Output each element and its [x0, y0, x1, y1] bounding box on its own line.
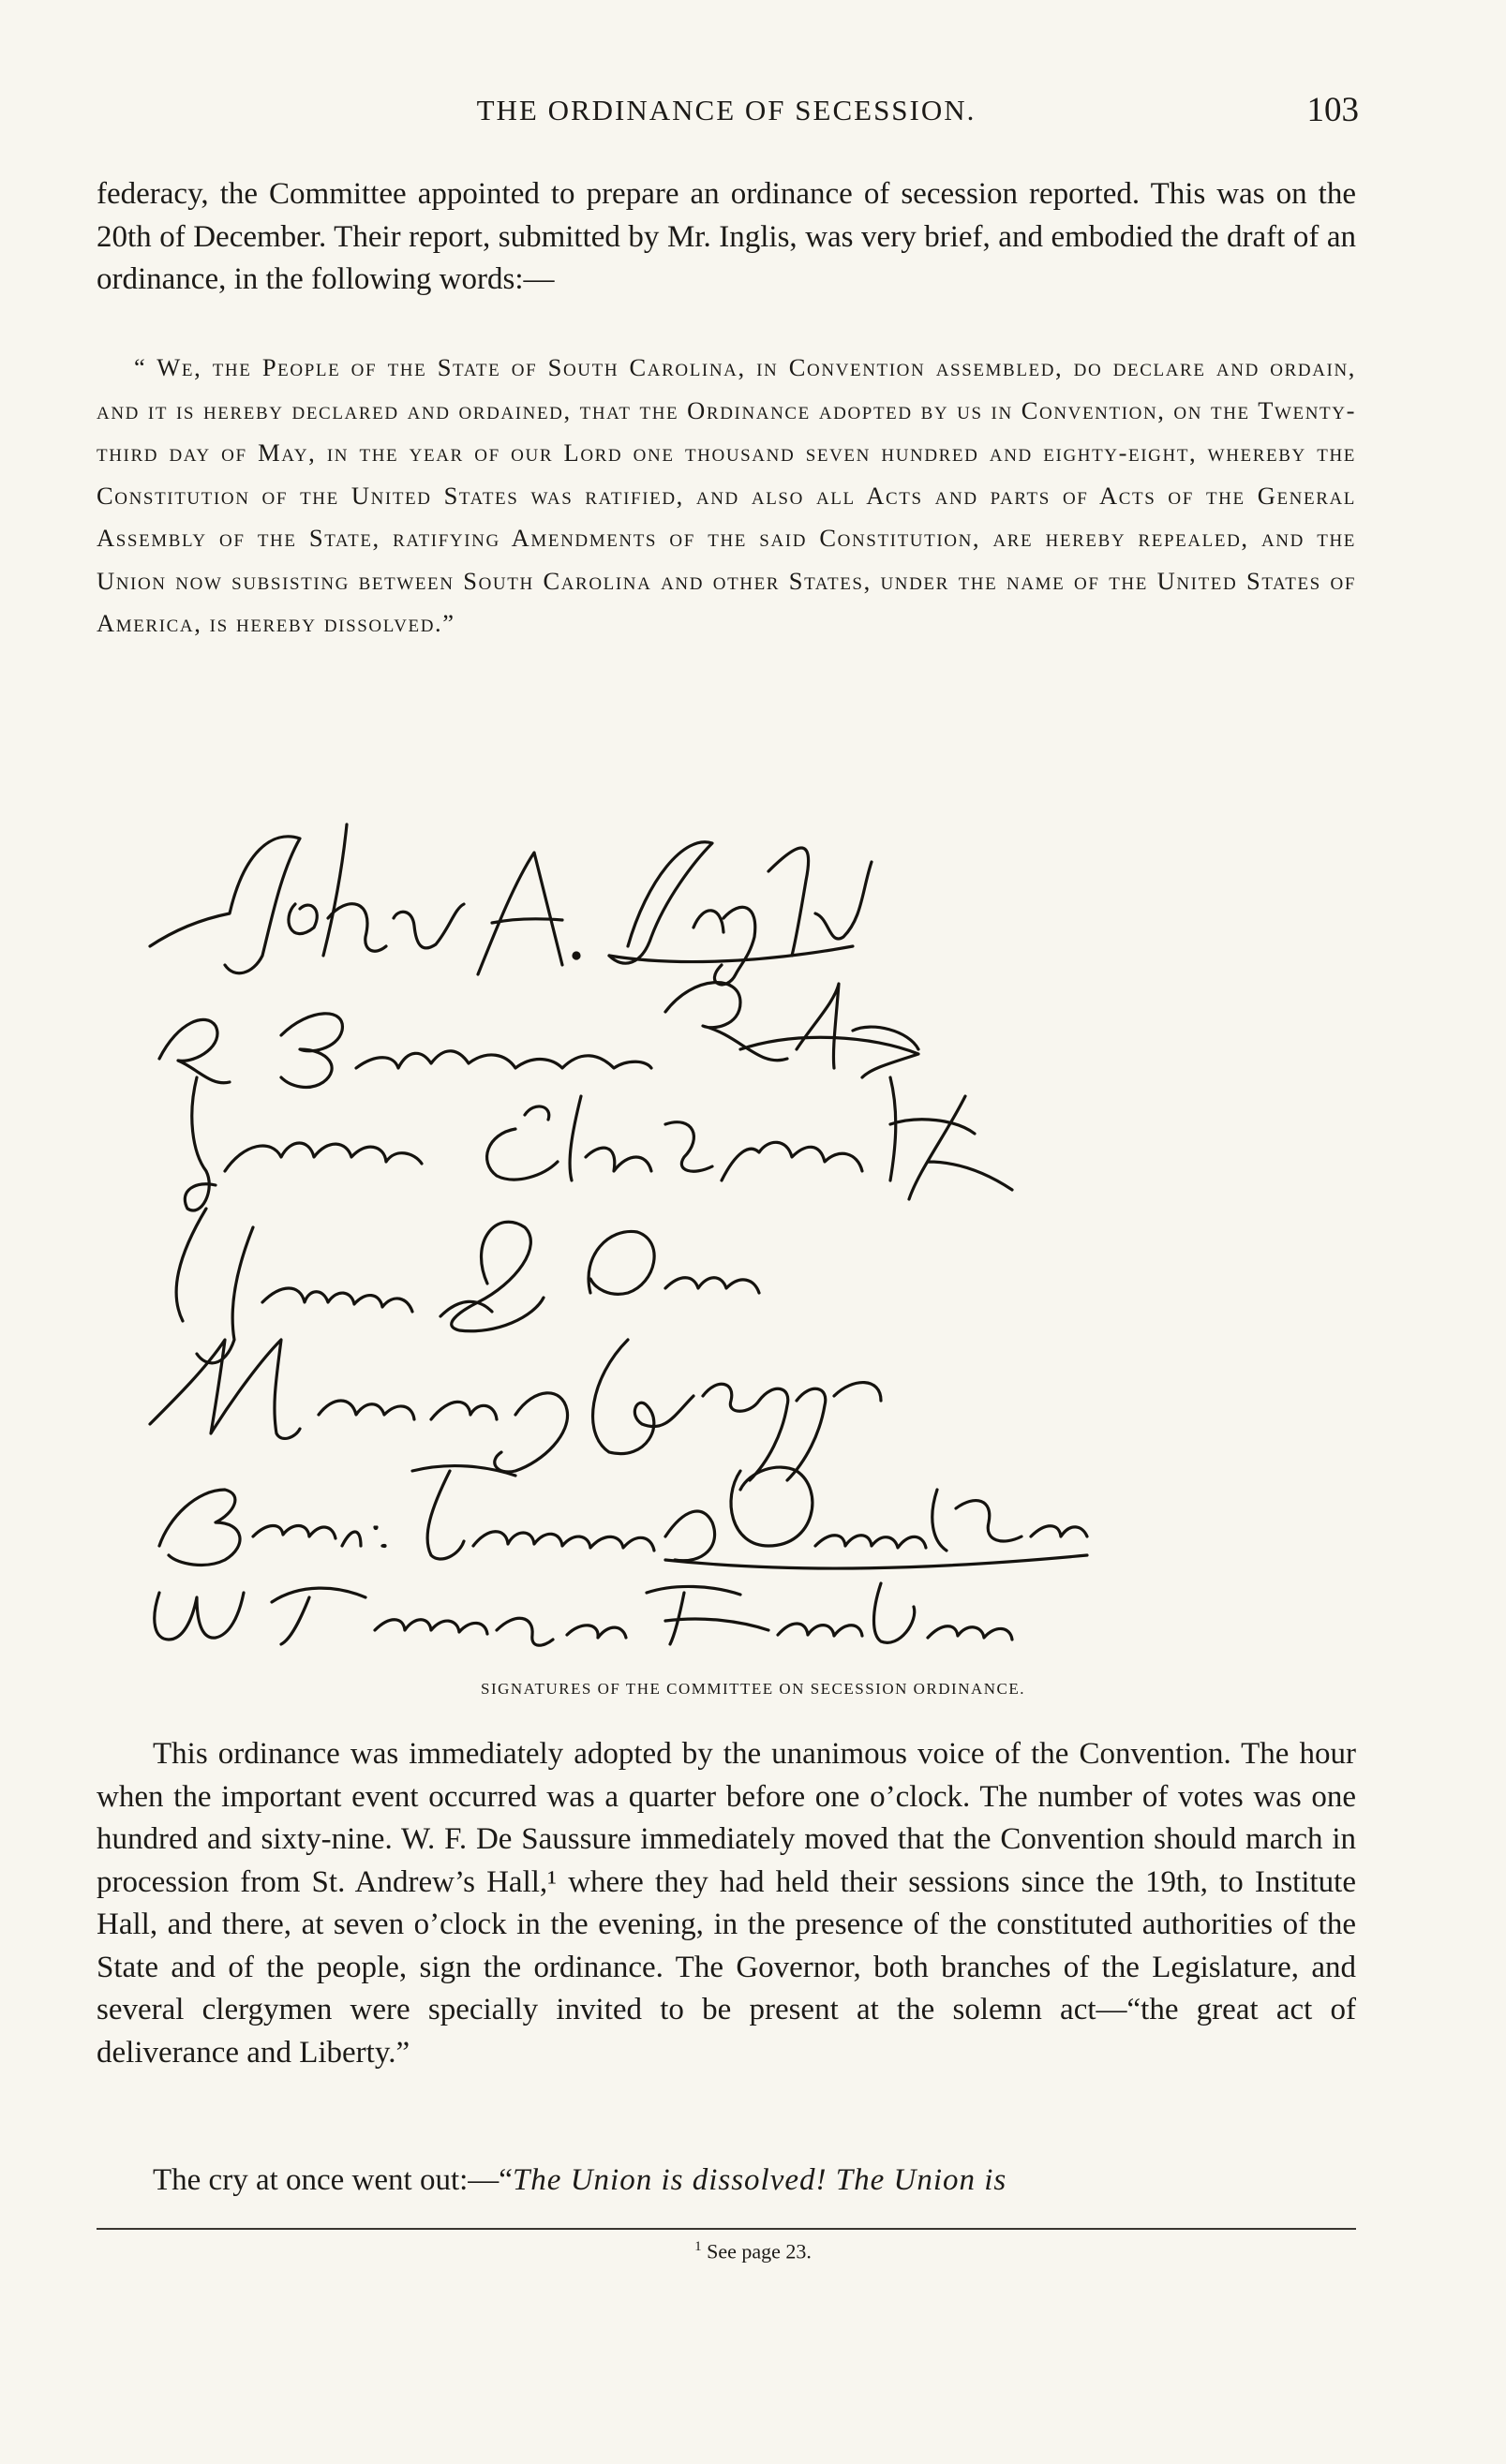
cry-lead: The cry at once went out:—“	[153, 2163, 513, 2197]
ordinance-text: “ We, the People of the State of South Carolina, in Convention assembled, do declare and ordain, and it is hereby declared and ordained, that the Ordinance adopted by us in Convention, on the Twenty-third day of May, in the year of our Lord one thousand seven hundred and eighty-eight, whereby the Constitution of the United States was ratified, and also all Acts and parts of Acts of the General Assembly of the State, ratifying Amendments of the said Constitution, are hereby repealed, and the Union now subsisting between South Carolina and other States, under the name of the United States of America, is hereby dissolved.”	[97, 353, 1356, 637]
body-paragraph	[97, 1733, 1356, 2074]
intro-paragraph	[97, 173, 1356, 302]
signature-gregg	[150, 1340, 881, 1480]
intro-paragraph-text: federacy, the Committee appointed to prepare an ordinance of secession reported. This was on the 20th of December. Their report, submitted by Mr. Inglis, was very brief, and embodied the draft of an ordinance, in the following words:—	[97, 177, 1356, 296]
signatures-svg	[141, 815, 1303, 1649]
signatures-facsimile	[141, 815, 1303, 1649]
signature-rhett	[159, 983, 918, 1088]
body-paragraph-text: This ordinance was immediately adopted by the unanimous voice of the Convention. The hour when the important event occurred was a quarter before one o’clock. The number of votes was one hundred and sixty-nine. W. F. De Saussure immediately moved that the Convention should march in procession from St. Andrew’s Hall,¹ where they had held their sessions since the 19th, to Institute Hall, and there, at seven o’clock in the evening, in the presence of the constituted authorities of the State and of the people, sign the ordinance. The Governor, both branches of the Legislature, and several clergymen were specially invited to be present at the solemn act—“the great act of deliverance and Liberty.”	[97, 1737, 1356, 2070]
running-head	[94, 86, 1359, 133]
footnote-text: See page 23.	[707, 2239, 812, 2264]
signature-orr	[176, 1209, 759, 1363]
figure-caption: SIGNATURES OF THE COMMITTEE ON SECESSION ORDINANCE.	[480, 1680, 1025, 1698]
footnote-rule	[97, 2228, 1356, 2230]
running-title: THE ORDINANCE OF SECESSION.	[476, 94, 977, 126]
footnote	[0, 2239, 1506, 2264]
signature-dunkin	[159, 1466, 1087, 1569]
signature-hutson	[155, 1583, 1012, 1645]
cry-paragraph-text	[97, 2160, 1356, 2203]
signature-inglis	[150, 824, 872, 985]
footnote-marker: 1	[694, 2239, 702, 2254]
page-number: 103	[1306, 91, 1359, 129]
cry-paragraph	[97, 2160, 1356, 2203]
signature-chesnut	[185, 1077, 1012, 1210]
cry-italic: The Union is dissolved! The Union is	[512, 2163, 1007, 2197]
